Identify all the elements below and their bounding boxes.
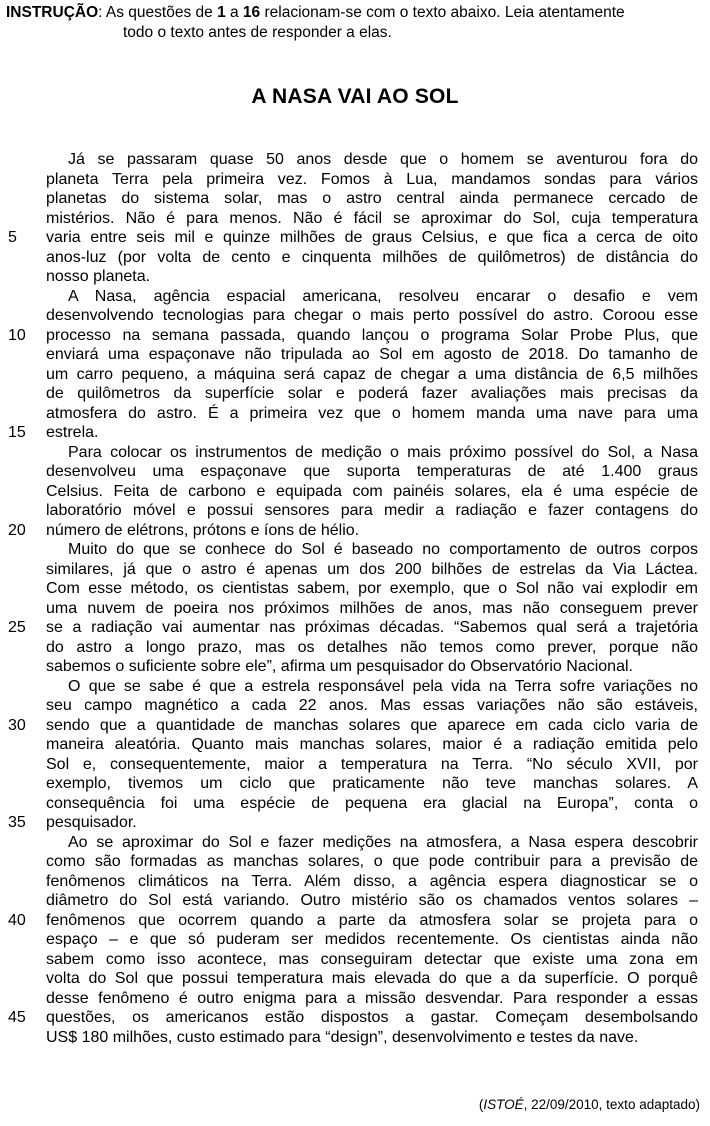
text-line: fenômenos climáticos na Terra. Além disso, a agência espera diagnosticar se o [46, 872, 698, 890]
text-line: Para colocar os instrumentos de medição o mais próximo possível do Sol, a Nasa [68, 443, 698, 461]
instruction [6, 3, 706, 43]
line-number: 35 [8, 814, 26, 831]
text-line: exemplo, tivemos um ciclo que praticamente não teve manchas solares. A [46, 775, 698, 792]
source-rest: , 22/09/2010, texto adaptado) [523, 1097, 700, 1112]
instruction-text-pre: : As questões de [98, 4, 218, 21]
text-line: US$ 180 milhões, custo estimado para “design”, desenvolvimento e testes da nave. [46, 1028, 639, 1046]
article-title: A NASA VAI AO SOL [251, 85, 459, 108]
line-number: 15 [8, 424, 26, 441]
question-range-end: 16 [242, 4, 261, 21]
text-line: desse fenômeno é outro enigma para a missão desvendar. Para responder a essas [46, 989, 698, 1007]
text-line: A Nasa, agência espacial americana, resolveu encarar o desafio e vem [68, 287, 698, 305]
text-line: enviará uma espaçonave não tripulada ao Sol em agosto de 2018. Do tamanho de [46, 346, 698, 363]
text-line: sendo que a quantidade de manchas solares que aparece em cada ciclo varia de [46, 716, 698, 734]
line-number: 10 [8, 326, 26, 344]
text-line: planeta Terra pela primeira vez. Fomos à Lua, mandamos sondas para vários [46, 170, 698, 188]
text-line: similares, já que o astro é apenas um dos 200 bilhões de estrelas da Via Láctea. [46, 560, 698, 578]
text-line: desenvolveu uma espaçonave que suporta temperaturas de até 1.400 graus [46, 463, 698, 480]
instruction-line-2: todo o texto antes de responder a elas. [123, 24, 392, 41]
text-line: se a radiação vai aumentar nas próximas décadas. “Sabemos qual será a trajetória [46, 619, 698, 636]
text-line: seu campo magnético a cada 22 anos. Mas essas variações não são estáveis, [46, 697, 698, 714]
text-line: estrela. [46, 424, 99, 441]
text-line: Sol e, consequentemente, maior a temperatura na Terra. “No século XVII, por [46, 755, 698, 773]
instruction-text-post: relacionam-se com o texto abaixo. Leia atentamente [260, 4, 625, 21]
text-line: atmosfera do astro. É a primeira vez que o homem manda uma nave para uma [46, 404, 698, 422]
line-number: 45 [8, 1009, 26, 1026]
source-publication: ISTOÉ [483, 1097, 524, 1112]
text-line: nosso planeta. [46, 268, 151, 285]
text-line: processo na semana passada, quando lançou o programa Solar Probe Plus, que [46, 326, 698, 344]
text-line: desenvolvendo tecnologias para chegar o mais perto possível do astro. Coroou esse [46, 307, 698, 324]
text-line: Com esse método, os cientistas sabem, por exemplo, que o Sol não vai explodir em [46, 580, 698, 597]
text-line: Muito do que se conhece do Sol é baseado no comportamento de outros corpos [68, 541, 698, 558]
line-number: 25 [8, 619, 26, 636]
article-body [46, 150, 698, 1047]
text-line: O que se sabe é que a estrela responsável pela vida na Terra sofre variações no [68, 677, 698, 695]
question-range-start: 1 [217, 4, 226, 21]
text-line: como são formadas as manchas solares, o que pode contribuir para a previsão de [46, 853, 698, 870]
source-citation [479, 1097, 700, 1112]
instruction-label: INSTRUÇÃO [6, 4, 99, 21]
text-line: sabemos o suficiente sobre ele”, afirma um pesquisador do Observatório Nacional. [46, 658, 633, 675]
text-line: uma nuvem de poeira nos próximos milhões de anos, mas não conseguem prever [46, 599, 698, 617]
text-line: diâmetro do Sol está variando. Outro mistério são os chamados ventos solares – [46, 892, 698, 909]
text-line: planetas do sistema solar, mas o astro central ainda permanece cercado de [46, 190, 698, 207]
text-line: um carro pequeno, a máquina será capaz de chegar a uma distância de 6,5 milhões [46, 365, 698, 383]
text-line: fenômenos que ocorrem quando a parte da atmosfera solar se projeta para o [46, 911, 698, 929]
text-line: Celsius. Feita de carbono e equipada com painéis solares, ela é uma espécie de [46, 482, 698, 500]
text-line: anos-luz (por volta de cento e cinquenta milhões de quilômetros) de distância do [46, 248, 698, 266]
text-line: laboratório móvel e possui sensores para medir a radiação e fazer contagens do [46, 502, 698, 519]
line-number: 20 [8, 521, 26, 539]
text-line: consequência foi uma espécie de pequena era glacial na Europa”, conta o [46, 794, 698, 812]
text-line: de quilômetros da superfície solar e poderá fazer avaliações mais precisas da [46, 385, 698, 402]
text-line: questões, os americanos estão dispostos a gastar. Começam desembolsando [46, 1009, 698, 1026]
text-line: maneira aleatória. Quanto mais manchas solares, maior é a radiação emitida pelo [46, 736, 698, 753]
source-open: ( [478, 1097, 484, 1112]
text-line: número de elétrons, prótons e íons de hélio. [46, 521, 360, 539]
text-line: Ao se aproximar do Sol e fazer medições na atmosfera, a Nasa espera descobrir [68, 833, 698, 851]
text-line: do astro a longo prazo, mas os detalhes não temos como prever, porque não [46, 638, 698, 656]
line-number: 30 [8, 716, 26, 734]
text-line: sabem como isso acontece, mas conseguiram detectar que existe uma zona em [46, 950, 698, 968]
text-line: mistérios. Não é para menos. Não é fácil se aproximar do Sol, cuja temperatura [46, 209, 698, 227]
text-line: espaço – e que só puderam ser medidos recentemente. Os cientistas ainda não [46, 931, 698, 948]
line-number: 40 [8, 911, 26, 929]
line-number: 5 [8, 229, 17, 246]
text-line: Já se passaram quase 50 anos desde que o homem se aventurou fora do [68, 151, 698, 168]
text-line: varia entre seis mil e quinze milhões de graus Celsius, e que fica a cerca de oito [46, 229, 698, 246]
instruction-text-mid: a [225, 4, 243, 21]
text-line: pesquisador. [46, 814, 137, 831]
text-line: volta do Sol que possui temperatura mais elevada do que a da superfície. O porquê [46, 970, 698, 987]
